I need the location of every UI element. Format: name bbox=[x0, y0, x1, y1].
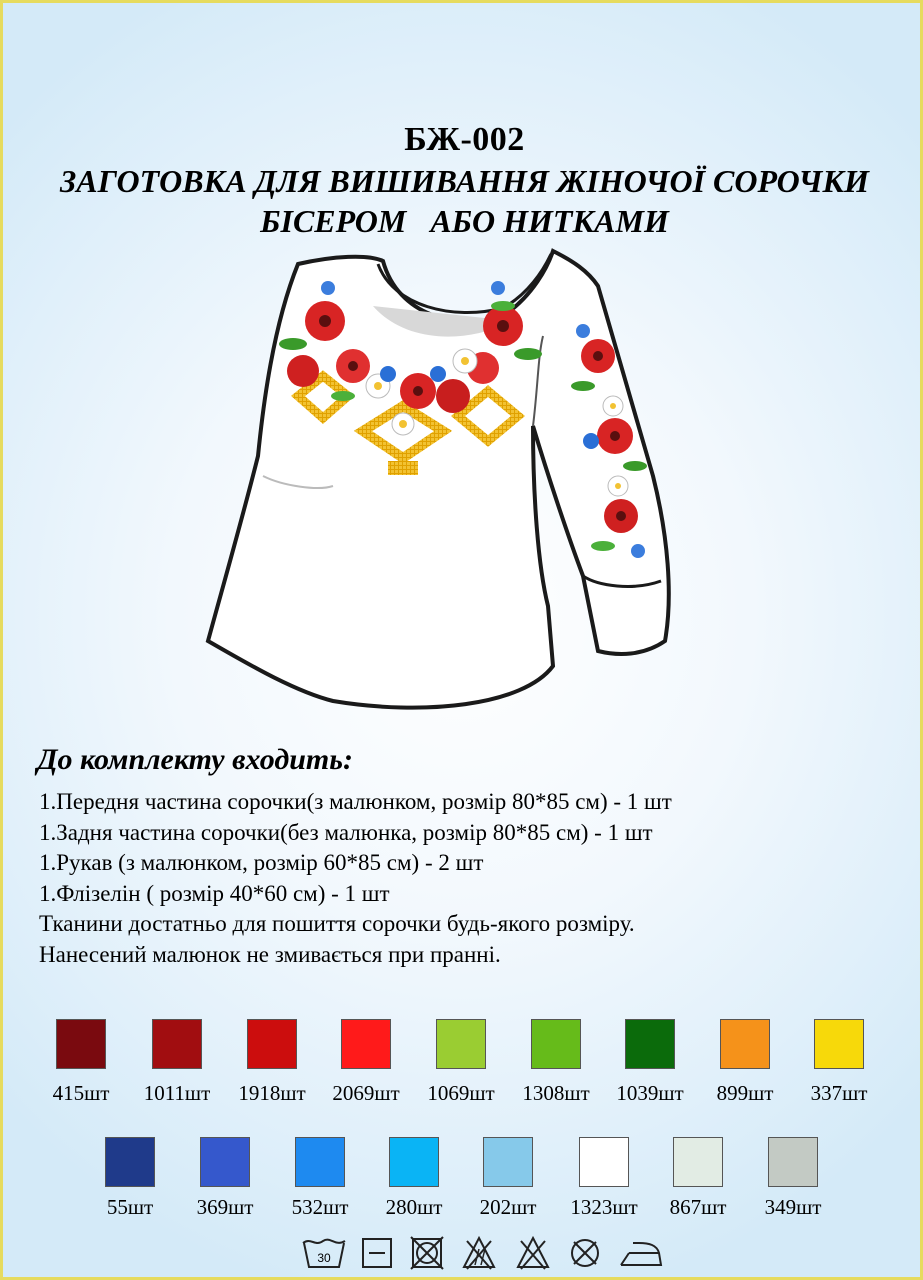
kit-item: 1.Задня частина сорочки(без малюнка, розмір 80*85 см) - 1 шт bbox=[39, 819, 653, 845]
bead-color-swatch bbox=[814, 1019, 864, 1069]
bead-color-swatch-label: 532шт bbox=[291, 1195, 349, 1219]
no-tumble-dry-icon bbox=[411, 1237, 443, 1269]
bead-color-swatch bbox=[152, 1019, 202, 1069]
bead-color-swatch-label: 369шт bbox=[196, 1195, 254, 1219]
kit-item: 1.Флізелін ( розмір 40*60 см) - 1 шт bbox=[39, 880, 390, 906]
bead-color-swatch-label: 1308шт bbox=[522, 1081, 590, 1105]
title-line-1: ЗАГОТОВКА ДЛЯ ВИШИВАННЯ ЖІНОЧОЇ СОРОЧКИ bbox=[59, 163, 870, 199]
bead-color-swatch-label: 1323шт bbox=[570, 1195, 638, 1219]
bead-color-swatch bbox=[389, 1137, 439, 1187]
bead-color-swatch bbox=[105, 1137, 155, 1187]
bead-color-swatch-label: 280шт bbox=[385, 1195, 443, 1219]
bead-color-swatch bbox=[768, 1137, 818, 1187]
care-symbols bbox=[301, 1235, 663, 1271]
kit-list bbox=[39, 787, 672, 970]
bead-color-swatch bbox=[295, 1137, 345, 1187]
bead-color-swatch bbox=[625, 1019, 675, 1069]
kit-note: Нанесений малюнок не змивається при пранні. bbox=[39, 941, 501, 967]
bead-color-swatch-label: 2069шт bbox=[332, 1081, 400, 1105]
bead-color-swatch bbox=[436, 1019, 486, 1069]
iron-icon bbox=[621, 1243, 661, 1265]
bead-color-swatch bbox=[673, 1137, 723, 1187]
bead-color-swatch-label: 1069шт bbox=[427, 1081, 495, 1105]
bead-color-swatch-label: 55шт bbox=[106, 1195, 154, 1219]
bead-color-swatch bbox=[483, 1137, 533, 1187]
bead-color-swatch-label: 1011шт bbox=[143, 1081, 211, 1105]
tumble-dry-icon bbox=[363, 1239, 391, 1267]
bead-color-swatch-label: 1918шт bbox=[238, 1081, 306, 1105]
bead-color-swatch bbox=[247, 1019, 297, 1069]
kit-heading: До комплекту входить: bbox=[37, 743, 353, 776]
bead-color-swatch-label: 899шт bbox=[716, 1081, 774, 1105]
shirt-illustration bbox=[203, 246, 683, 726]
bead-color-swatch-label: 1039шт bbox=[616, 1081, 684, 1105]
bead-color-swatch-label: 867шт bbox=[669, 1195, 727, 1219]
no-chlorine-bleach-icon bbox=[464, 1238, 494, 1269]
product-code: БЖ-002 bbox=[404, 121, 525, 158]
bead-color-swatch-label: 415шт bbox=[52, 1081, 110, 1105]
bead-color-swatch bbox=[200, 1137, 250, 1187]
bead-color-swatch bbox=[341, 1019, 391, 1069]
bead-color-swatch bbox=[579, 1137, 629, 1187]
kit-item: 1.Рукав (з малюнком, розмір 60*85 см) - 2 шт bbox=[39, 850, 484, 875]
bead-color-swatch-label: 349шт bbox=[764, 1195, 822, 1219]
bead-color-swatch-label: 337шт bbox=[810, 1081, 868, 1105]
bead-color-swatch bbox=[56, 1019, 106, 1069]
bead-color-swatch bbox=[531, 1019, 581, 1069]
no-dry-clean-icon bbox=[572, 1240, 598, 1266]
bead-color-swatch-label: 202шт bbox=[479, 1195, 537, 1219]
title-line-2: БІСЕРОМ АБО НИТКАМИ bbox=[260, 203, 669, 239]
no-bleach-icon bbox=[518, 1238, 548, 1269]
wash-temp: 30 bbox=[317, 1251, 331, 1265]
wash-30-icon bbox=[303, 1240, 345, 1267]
bead-color-swatch bbox=[720, 1019, 770, 1069]
kit-note: Тканини достатньо для пошиття сорочки будь-якого розміру. bbox=[39, 911, 635, 936]
kit-item: 1.Передня частина сорочки(з малюнком, розмір 80*85 см) - 1 шт bbox=[39, 789, 672, 814]
